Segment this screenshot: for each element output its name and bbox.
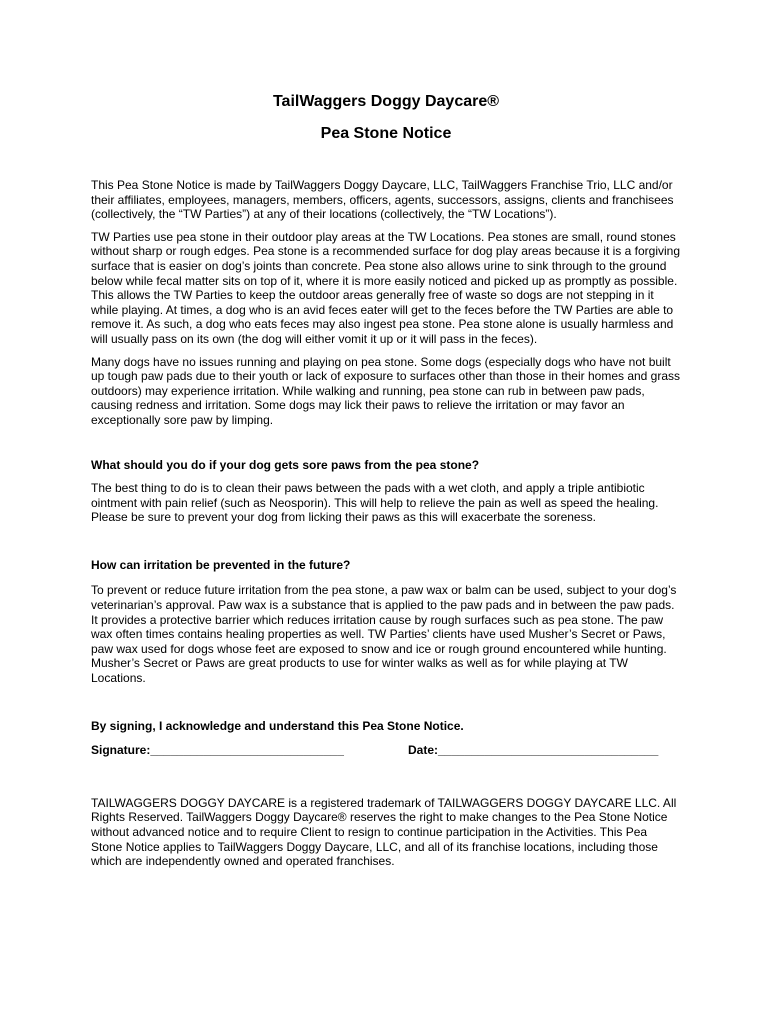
irritation-paragraph: Many dogs have no issues running and playing on pea stone. Some dogs (especially dogs who have not built up tough paw pads due to their youth or lack of exposure to surfaces other than those in their homes and grass outdoors) may experience irritation. While walking and running, pea stone can rub in between paw pads, causing redness and irritation. Some dogs may lick their paws to relieve the irritation or may favor an exceptionally sore paw by limping. bbox=[91, 354, 681, 427]
pea-stone-paragraph: TW Parties use pea stone in their outdoor play areas at the TW Locations. Pea stones are small, round stones without sharp or rough edges. Pea stone is a recommended surface for dog play areas because it is a forgiving surface that is easier on dog’s joints than concrete. Pea stone also allows urine to sink through to the ground below while fecal matter sits on top of it, where it is more easily noticed and picked up as promptly as possible. This allows the TW Parties to keep the outdoor areas generally free of waste so dogs are not stepping in it while playing. At times, a dog who is an avid feces eater will get to the feces before the TW Parties are able to remove it. As such, a dog who eats feces may also ingest pea stone. Pea stone alone is usually harmless and will usually pass on its own (the dog will either vomit it up or it will pass in the feces). bbox=[91, 229, 681, 346]
answer-sore-paws: The best thing to do is to clean their paws between the pads with a wet cloth, and apply a triple antibiotic ointment with pain relief (such as Neosporin). This will help to relieve the pain as well as speed the healing. Please be sure to prevent your dog from licking their paws as this will exacerbate the soreness. bbox=[91, 481, 659, 525]
trademark-footer: TAILWAGGERS DOGGY DAYCARE is a registered trademark of TAILWAGGERS DOGGY DAYCARE LLC. All Rights Reserved. TailWaggers Doggy Daycare® reserves the right to make changes to the Pea Stone Notice without advanced notice and to require Client to resign to continue participation in the Activities. This Pea Stone Notice applies to TailWaggers Doggy Daycare, LLC, and all of its franchise locations, including those which are independently owned and operated franchises. bbox=[91, 795, 677, 869]
document-subtitle: Pea Stone Notice bbox=[320, 125, 452, 142]
intro-paragraph: This Pea Stone Notice is made by TailWaggers Doggy Daycare, LLC, TailWaggers Franchise Trio, LLC and/or their affiliates, employees, managers, members, officers, agents, successors, assigns, clients and franchisees (collectively, the “TW Parties”) at any of their locations (collectively, the “TW Locations”). bbox=[91, 178, 674, 222]
date-line[interactable]: Date:_________________________________ bbox=[408, 743, 659, 758]
answer-prevention: To prevent or reduce future irritation from the pea stone, a paw wax or balm can be used, subject to your dog’s veterinarian’s approval. Paw wax is a substance that is applied to the paw pads and in between the paw pads. It provides a protective barrier which reduces irritation cause by rough surfaces such as pea stone. The paw wax often times contains healing properties as well. TW Parties’ clients have used Musher’s Secret or Paws, paw wax used for dogs whose feet are exposed to snow and ice or rough ground encountered while hunting. Musher’s Secret or Paws are great products to use for winter walks as well as for while playing at TW Locations. bbox=[91, 583, 677, 686]
signature-row bbox=[91, 743, 681, 758]
question-prevention: How can irritation be prevented in the future? bbox=[91, 557, 351, 572]
question-sore-paws: What should you do if your dog gets sore paws from the pea stone? bbox=[91, 457, 480, 472]
acknowledgement-statement: By signing, I acknowledge and understand this Pea Stone Notice. bbox=[91, 718, 464, 733]
signature-line[interactable]: Signature:_____________________________ bbox=[91, 743, 344, 758]
document-title: TailWaggers Doggy Daycare® bbox=[272, 93, 500, 110]
document-page bbox=[91, 92, 681, 869]
